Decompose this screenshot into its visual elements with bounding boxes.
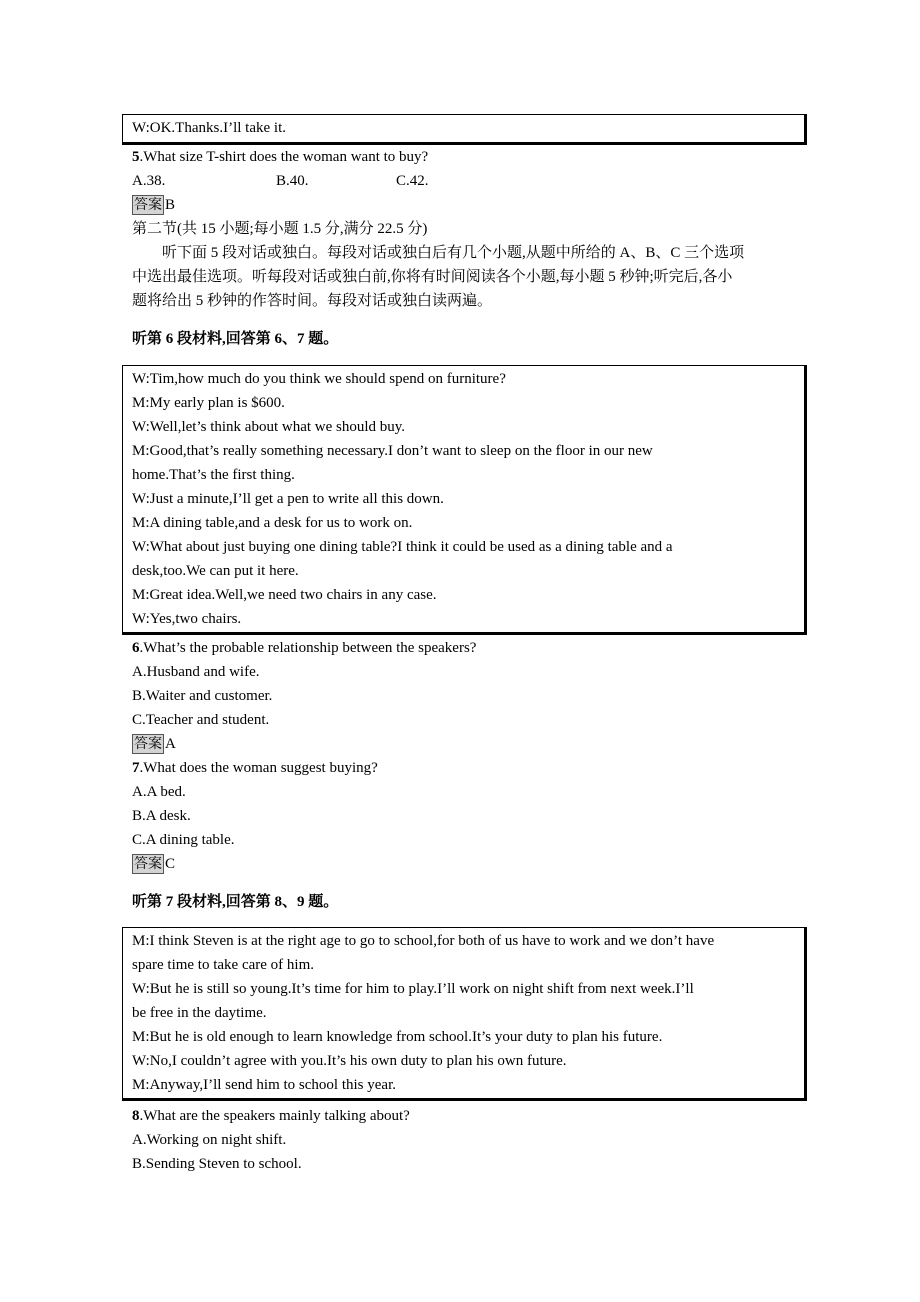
option-c: C.A dining table. xyxy=(132,832,235,848)
heading-part-7: 听第 7 段材料,回答第 8、9 题。 xyxy=(132,894,339,910)
dialogue-line: be free in the daytime. xyxy=(132,1005,267,1021)
dialogue-line: W:Yes,two chairs. xyxy=(132,611,242,627)
answer-badge: 答案 xyxy=(134,856,162,872)
question-text: .What’s the probable relationship between the speakers? xyxy=(139,640,477,656)
answer-value: B xyxy=(165,197,176,213)
question-8 xyxy=(132,1104,800,1176)
dialogue-line: W:Well,let’s think about what we should buy. xyxy=(132,419,406,435)
option-a: A.38. xyxy=(132,173,166,189)
question-number: 5 xyxy=(132,149,140,165)
question-5 xyxy=(132,145,800,313)
option-b: B.A desk. xyxy=(132,808,191,824)
section-title: 第二节(共 15 小题;每小题 1.5 分,满分 22.5 分) xyxy=(132,221,428,237)
option-c: C.Teacher and student. xyxy=(132,712,270,728)
option-a: A.A bed. xyxy=(132,784,186,800)
question-number: 7 xyxy=(132,760,140,776)
dialogue-box-6 xyxy=(122,365,807,635)
dialogue-box-7 xyxy=(122,927,807,1101)
option-a: A.Husband and wife. xyxy=(132,664,260,680)
answer-value: A xyxy=(165,736,176,752)
dialogue-line: M:Good,that’s really something necessary.I don’t want to sleep on the floor in our new xyxy=(132,443,653,459)
dialogue-line: W:Tim,how much do you think we should spend on furniture? xyxy=(132,371,506,387)
dialogue-line: W:What about just buying one dining table?I think it could be used as a dining table and a xyxy=(132,539,673,555)
dialogue-box-5 xyxy=(122,114,807,145)
dialogue-line: M:Anyway,I’ll send him to school this year. xyxy=(132,1077,396,1093)
question-text: .What size T-shirt does the woman want to buy? xyxy=(139,149,429,165)
dialogue-line: M:But he is old enough to learn knowledge from school.It’s your duty to plan his future. xyxy=(132,1029,663,1045)
instructions-line: 题将给出 5 秒钟的作答时间。每段对话或独白读两遍。 xyxy=(132,293,493,309)
dialogue-line: home.That’s the first thing. xyxy=(132,467,295,483)
question-text: .What are the speakers mainly talking about? xyxy=(139,1108,410,1124)
dialogue-line: M:A dining table,and a desk for us to work on. xyxy=(132,515,413,531)
question-6-7 xyxy=(132,636,800,876)
option-c: C.42. xyxy=(396,173,429,189)
option-b: B.Sending Steven to school. xyxy=(132,1156,302,1172)
instructions-line: 中选出最佳选项。听每段对话或独白前,你将有时间阅读各个小题,每小题 5 秒钟;听完后,各小 xyxy=(132,269,733,285)
dialogue-line: spare time to take care of him. xyxy=(132,957,315,973)
dialogue-line: W:Just a minute,I’ll get a pen to write all this down. xyxy=(132,491,444,507)
question-number: 8 xyxy=(132,1108,140,1124)
answer-value: C xyxy=(165,856,176,872)
question-number: 6 xyxy=(132,640,140,656)
dialogue-line: W:No,I couldn’t agree with you.It’s his own duty to plan his own future. xyxy=(132,1053,567,1069)
dialogue-line: W:But he is still so young.It’s time for him to play.I’ll work on night shift from next week.I’ll xyxy=(132,981,694,997)
question-text: .What does the woman suggest buying? xyxy=(139,760,378,776)
option-b: B.40. xyxy=(276,173,309,189)
instructions-line: 听下面 5 段对话或独白。每段对话或独白后有几个小题,从题中所给的 A、B、C 三个选项 xyxy=(162,245,745,261)
answer-badge: 答案 xyxy=(134,736,162,752)
dialogue-line: M:I think Steven is at the right age to go to school,for both of us have to work and we don’t have xyxy=(132,933,715,949)
option-b: B.Waiter and customer. xyxy=(132,688,273,704)
dialogue-line: desk,too.We can put it here. xyxy=(132,563,299,579)
answer-badge: 答案 xyxy=(134,197,162,213)
dialogue-line: M:Great idea.Well,we need two chairs in any case. xyxy=(132,587,437,603)
option-a: A.Working on night shift. xyxy=(132,1132,287,1148)
heading-part-6: 听第 6 段材料,回答第 6、7 题。 xyxy=(132,331,339,347)
dialogue-line: M:My early plan is $600. xyxy=(132,395,285,411)
dialogue-line: W:OK.Thanks.I’ll take it. xyxy=(132,120,286,136)
